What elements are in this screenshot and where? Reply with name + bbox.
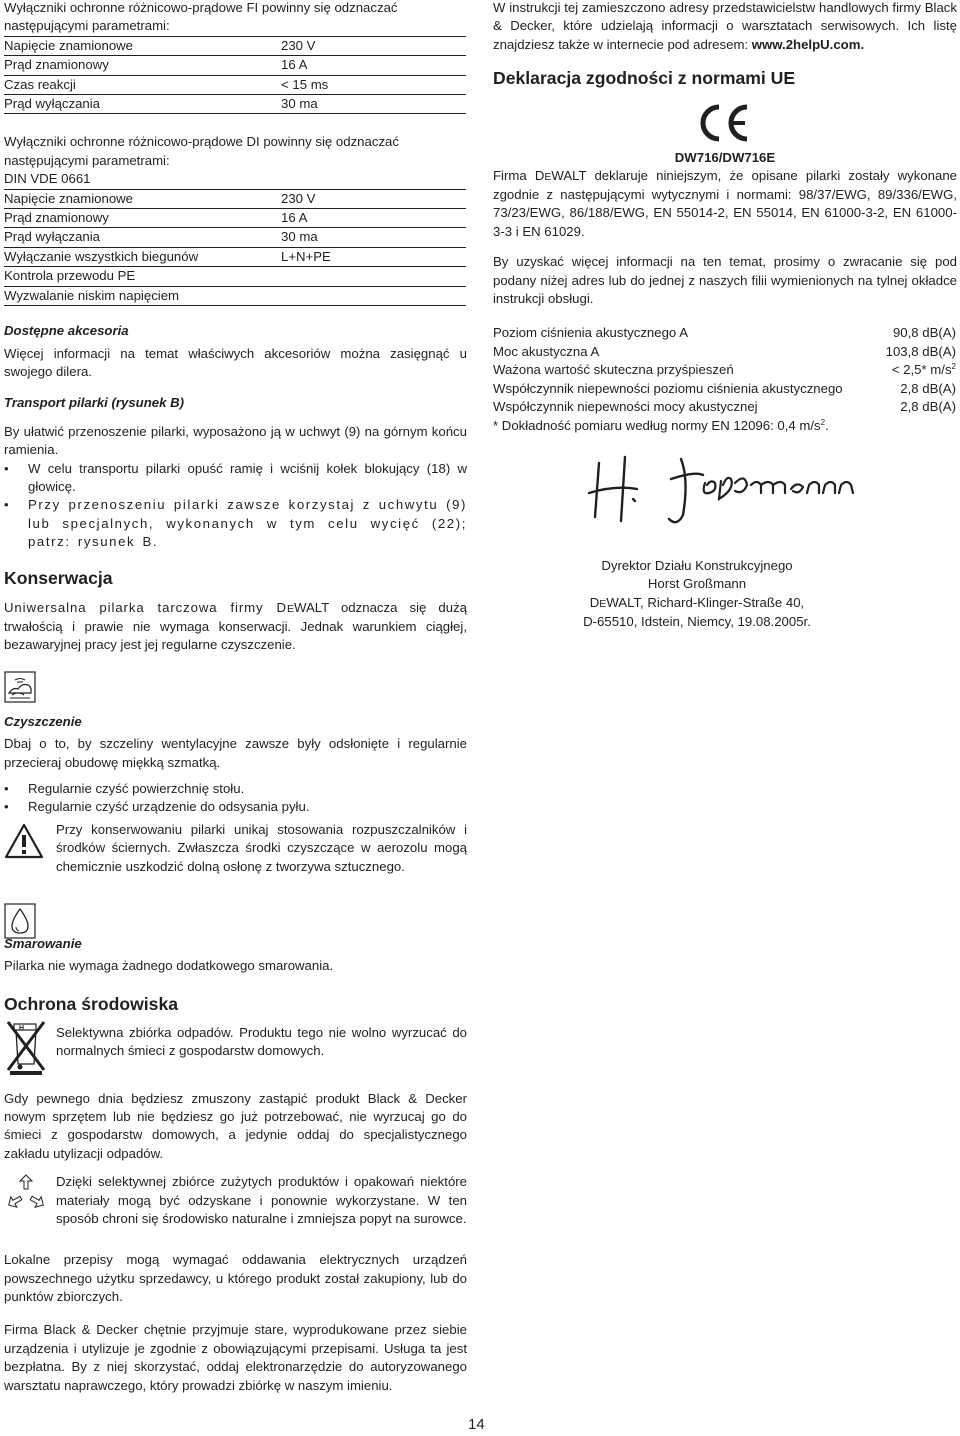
declaration-text: Firma DEWALT deklaruje niniejszym, że opisane pilarki zostały wykonane zgodnie z następującymi wytycznymi i normami: 98/37/EWG, 89/336/EWG, 73/23/EWG, 86/188/EWG, EN 55014-2, EN 55014, EN 61000-3-2, EN 61000-3-3 i EN 61029.	[493, 167, 957, 239]
table-row	[493, 343, 956, 361]
table-row	[493, 380, 956, 398]
signer-place: D-65510, Idstein, Niemcy, 19.08.2005r.	[583, 614, 811, 630]
warning-block	[4, 821, 467, 901]
maintenance-text: Uniwersalna pilarka tarczowa firmy DEWALT odznacza się dużą trwałością i prawie nie wymaga konserwacji. Jednak warunkiem ciągłej, bezawaryjnej pracy jest jej regularne czyszczenie.	[4, 599, 468, 653]
recycle-icon	[6, 1173, 46, 1218]
sound-value-text: 103,8 dB(A)	[885, 343, 956, 359]
unit-exponent: 2	[951, 362, 956, 372]
di-param-key: Prąd znamionowy	[4, 209, 281, 228]
cleaning-heading: Czyszczenie	[4, 713, 82, 729]
di-param-key: Prąd wyłączania	[4, 228, 281, 247]
warning-text: Przy konserwowaniu pilarki unikaj stosowania rozpuszczalników i środków ściernych. Zwłaszcza środki czyszczące w aerozolu mogą chemicznie uszkodzić dolną osłonę z tworzywa sztucznego.	[56, 821, 467, 874]
signature	[585, 449, 875, 529]
transport-bullets	[4, 460, 467, 552]
table-row	[4, 228, 466, 247]
environment-heading: Ochrona środowiska	[4, 993, 179, 1014]
table-row	[4, 189, 466, 208]
replace-text: Gdy pewnego dnia będziesz zmuszony zastąpić produkt Black & Decker nowym sprzętem lub nie będziesz go już potrzebować, nie wyrzucaj go do śmieci z gospodarstw domowych, a jedynie oddaj do specjalistycznego zakładu utylizacji odpadów.	[4, 1090, 467, 1161]
local-regulations-text: Lokalne przepisy mogą wymagać oddawania elektrycznych urządzeń powszechnego użytku sprzedawcy, u którego produkt został zakupiony, lub do punktów zbiorczych.	[4, 1252, 467, 1305]
signer-block	[553, 557, 841, 632]
lubrication-text: Pilarka nie wymaga żadnego dodatkowego smarowania.	[4, 958, 334, 974]
fi-param-value: 16 A	[281, 56, 466, 75]
table-row	[4, 95, 466, 114]
fi-parameters-table	[4, 36, 466, 115]
weee-block	[4, 1020, 467, 1082]
table-row	[493, 361, 956, 379]
di-intro: Wyłączniki ochronne różnicowo-prądowe DI powinny się odznaczać następującymi parametrami:	[4, 134, 399, 168]
fi-param-value: < 15 ms	[281, 75, 466, 94]
sound-param-key: Ważona wartość skuteczna przyśpieszeń	[493, 362, 734, 378]
cleaning-text: Dbaj o to, by szczeliny wentylacyjne zawsze były odsłonięte i regularnie przecieraj obudowę miękką szmatką.	[4, 736, 467, 770]
di-param-value	[281, 267, 466, 286]
warning-triangle-icon	[4, 823, 44, 864]
right-column	[493, 0, 957, 632]
cleaning-bullets	[4, 780, 467, 817]
weee-text: Selektywna zbiórka odpadów. Produktu tego nie wolno wyrzucać do normalnych śmieci z gospodarstw domowych.	[56, 1024, 467, 1059]
list-item: • Regularnie czyść powierzchnię stołu.	[28, 780, 467, 798]
svg-text:H: H	[19, 1024, 25, 1032]
sound-param-value	[878, 380, 956, 398]
maintenance-heading: Konserwacja	[4, 567, 113, 588]
transport-text: By ułatwić przenoszenie pilarki, wyposażono ją w uchwyt (9) na górnym końcu ramienia.	[4, 423, 467, 458]
accessories-text: Więcej informacji na temat właściwych akcesoriów można zasięgnąć u swojego dilera.	[4, 345, 467, 379]
left-column	[4, 0, 467, 1395]
lubrication-icon	[4, 903, 36, 939]
di-param-value: 16 A	[281, 209, 466, 228]
di-norm: DIN VDE 0661	[4, 170, 281, 189]
sound-param-value	[878, 361, 956, 379]
declaration-heading: Deklaracja zgodności z normami UE	[493, 68, 796, 89]
signer-company: DEWALT, Richard-Klinger-Straße 40,	[589, 594, 805, 610]
sound-data-table	[493, 324, 956, 416]
di-param-key: Napięcie znamionowe	[4, 189, 281, 208]
table-row	[4, 267, 466, 286]
sound-param-key: Współczynnik niepewności mocy akustycznej	[493, 399, 758, 415]
list-item: • Regularnie czyść urządzenie do odsysania pyłu.	[28, 798, 467, 816]
di-param-key: Wyzwalanie niskim napięciem	[4, 286, 281, 305]
fi-param-key: Napięcie znamionowe	[4, 36, 281, 55]
signer-name: Horst Großmann	[647, 576, 747, 592]
sound-param-key: Moc akustyczna A	[493, 343, 600, 359]
sound-param-value	[878, 398, 956, 416]
measurement-footnote: * Dokładność pomiaru według normy EN 12096: 0,4 $m/s^2$.	[493, 417, 829, 433]
sound-value-text: < 2,5* m/s	[891, 362, 952, 378]
service-text: W instrukcji tej zamieszczono adresy przedstawicielstw handlowych firmy Black & Decker, które udzielają informacji o warsztatach serwisowych. Ich listę znajdziesz także w internecie pod adresem: www.2helpU.com.	[493, 0, 957, 52]
ce-mark-icon	[695, 103, 753, 143]
fi-intro: Wyłączniki ochronne różnicowo-prądowe FI powinny się odznaczać następującymi parametrami:	[4, 0, 398, 34]
sound-param-value	[878, 324, 956, 342]
model-number: DW716/DW716E	[674, 150, 776, 166]
lubrication-heading: Smarowanie	[4, 935, 82, 951]
page-number: 14	[468, 1416, 485, 1433]
sound-param-value	[878, 343, 956, 361]
signer-title: Dyrektor Działu Konstrukcyjnego	[601, 557, 793, 573]
sound-param-key: Współczynnik niepewności poziomu ciśnienia akustycznego	[493, 380, 843, 396]
table-row	[4, 75, 466, 94]
accessories-heading: Dostępne akcesoria	[4, 323, 129, 339]
takeback-text: Firma Black & Decker chętnie przyjmuje stare, wyprodukowane przez siebie urządzenia i utylizuje je zgodnie z obowiązującymi przepisami. Usługa ta jest bezpłatna. By z niej skorzystać, oddaj elektronarzędzie do autoryzowanego warsztatu naprawczego, który prowadzi zbiórkę w naszym imieniu.	[4, 1322, 467, 1393]
cleaning-icon	[4, 671, 36, 703]
table-row	[4, 56, 466, 75]
list-item: • W celu transportu pilarki opuść ramię i wciśnij kołek blokujący (18) w głowicę.	[28, 460, 467, 497]
di-param-value: 30 ma	[281, 228, 466, 247]
di-parameters-table	[4, 170, 466, 306]
di-param-value: 230 V	[281, 189, 466, 208]
table-row	[4, 247, 466, 266]
sound-value-text: 90,8 dB(A)	[892, 325, 956, 341]
di-param-value: L+N+PE	[281, 247, 466, 266]
recycle-text: Dzięki selektywnej zbiórce zużytych produktów i opakowań niektóre materiały mogą być odzyskane i ponownie wykorzystane. W ten sposób chroni się środowisko naturalne i zmniejsza popyt na surowce.	[56, 1174, 467, 1227]
fi-param-value: 230 V	[281, 36, 466, 55]
sound-value-text: 2,8 dB(A)	[900, 380, 956, 396]
table-row	[4, 36, 466, 55]
sound-param-key: Poziom ciśnienia akustycznego A	[493, 325, 688, 341]
sound-value-text: 2,8 dB(A)	[900, 399, 956, 415]
table-row	[493, 398, 956, 416]
fi-param-value: 30 ma	[281, 95, 466, 114]
table-row	[493, 324, 956, 342]
recycle-block	[4, 1173, 467, 1253]
service-url: www.2helpU.com.	[751, 36, 865, 52]
di-param-key: Wyłączanie wszystkich biegunów	[4, 247, 281, 266]
table-row	[4, 209, 466, 228]
list-item: • Przy przenoszeniu pilarki zawsze korzystaj z uchwytu (9) lub specjalnych, wykonanych w tym celu wycięć (22); patrz: rysunek B.	[28, 496, 467, 551]
fi-param-key: Prąd znamionowy	[4, 56, 281, 75]
table-row	[4, 286, 466, 305]
di-param-value	[281, 286, 466, 305]
fi-param-key: Prąd wyłączania	[4, 95, 281, 114]
di-param-key: Kontrola przewodu PE	[4, 267, 281, 286]
info-text: By uzyskać więcej informacji na ten temat, prosimy o zwracanie się pod podany niżej adres lub do jednej z naszych filii wymienionych na tylnej okładce instrukcji obsługi.	[493, 254, 957, 307]
crossed-bin-icon	[6, 1020, 46, 1081]
fi-param-key: Czas reakcji	[4, 75, 281, 94]
transport-heading: Transport pilarki (rysunek B)	[4, 395, 185, 411]
